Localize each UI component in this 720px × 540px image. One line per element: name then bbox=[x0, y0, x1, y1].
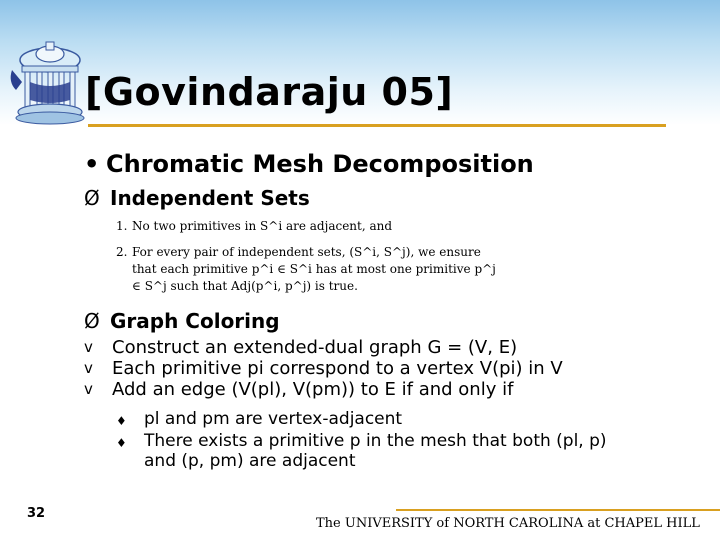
list-item bbox=[84, 358, 563, 379]
slide-title: [Govindaraju 05] bbox=[85, 70, 454, 114]
independent-sets-conditions bbox=[116, 218, 496, 295]
page-number: 32 bbox=[27, 506, 46, 521]
arrow-marker: Ø bbox=[84, 186, 100, 210]
graph-coloring-steps bbox=[84, 337, 563, 400]
list-item bbox=[84, 337, 563, 358]
diamond-bullet-icon: v bbox=[84, 338, 93, 356]
main-bullet bbox=[84, 150, 534, 178]
diamond-bullet-icon: v bbox=[84, 380, 93, 398]
footer-rule bbox=[396, 509, 720, 511]
edge-conditions bbox=[116, 409, 624, 471]
condition-1 bbox=[116, 218, 496, 235]
condition-2 bbox=[116, 244, 496, 295]
bullet-marker: • bbox=[84, 150, 100, 178]
list-item-text: Add an edge (V(pl), V(pm)) to E if and only if bbox=[112, 379, 514, 400]
list-item bbox=[84, 379, 563, 400]
condition-number: 2. bbox=[116, 245, 128, 259]
condition-text: No two primitives in S^i are adjacent, and bbox=[132, 219, 393, 233]
small-diamond-icon: ♦ bbox=[116, 414, 127, 428]
university-footer: The UNIVERSITY of NORTH CAROLINA at CHAPEL HILL bbox=[316, 516, 700, 531]
graph-coloring-heading bbox=[84, 309, 280, 333]
condition-text: For every pair of independent sets, (S^i, S^j), we ensure that each primitive p^i ∈ S^i has at most one primitive p^j ∈ S^j such that Adj(p^i, p^j) is true. bbox=[132, 245, 496, 293]
independent-sets-heading bbox=[84, 186, 310, 210]
condition-number: 1. bbox=[116, 219, 128, 233]
graph-coloring-label: Graph Coloring bbox=[110, 309, 280, 333]
list-item-text: Construct an extended-dual graph G = (V, E) bbox=[112, 337, 518, 358]
small-diamond-icon: ♦ bbox=[116, 436, 127, 450]
list-item-text: There exists a primitive p in the mesh that both (pl, p) and (p, pm) are adjacent bbox=[144, 431, 607, 471]
list-item bbox=[116, 431, 624, 471]
list-item bbox=[116, 409, 624, 431]
diamond-bullet-icon: v bbox=[84, 359, 93, 377]
arrow-marker: Ø bbox=[84, 309, 100, 333]
list-item-text: Each primitive pi correspond to a vertex V(pi) in V bbox=[112, 358, 563, 379]
independent-sets-label: Independent Sets bbox=[110, 186, 310, 210]
old-well-logo bbox=[6, 38, 86, 126]
main-bullet-text: Chromatic Mesh Decomposition bbox=[106, 150, 534, 178]
title-underline bbox=[88, 124, 666, 127]
old-well-icon bbox=[11, 42, 84, 124]
list-item-text: pl and pm are vertex-adjacent bbox=[144, 409, 403, 429]
